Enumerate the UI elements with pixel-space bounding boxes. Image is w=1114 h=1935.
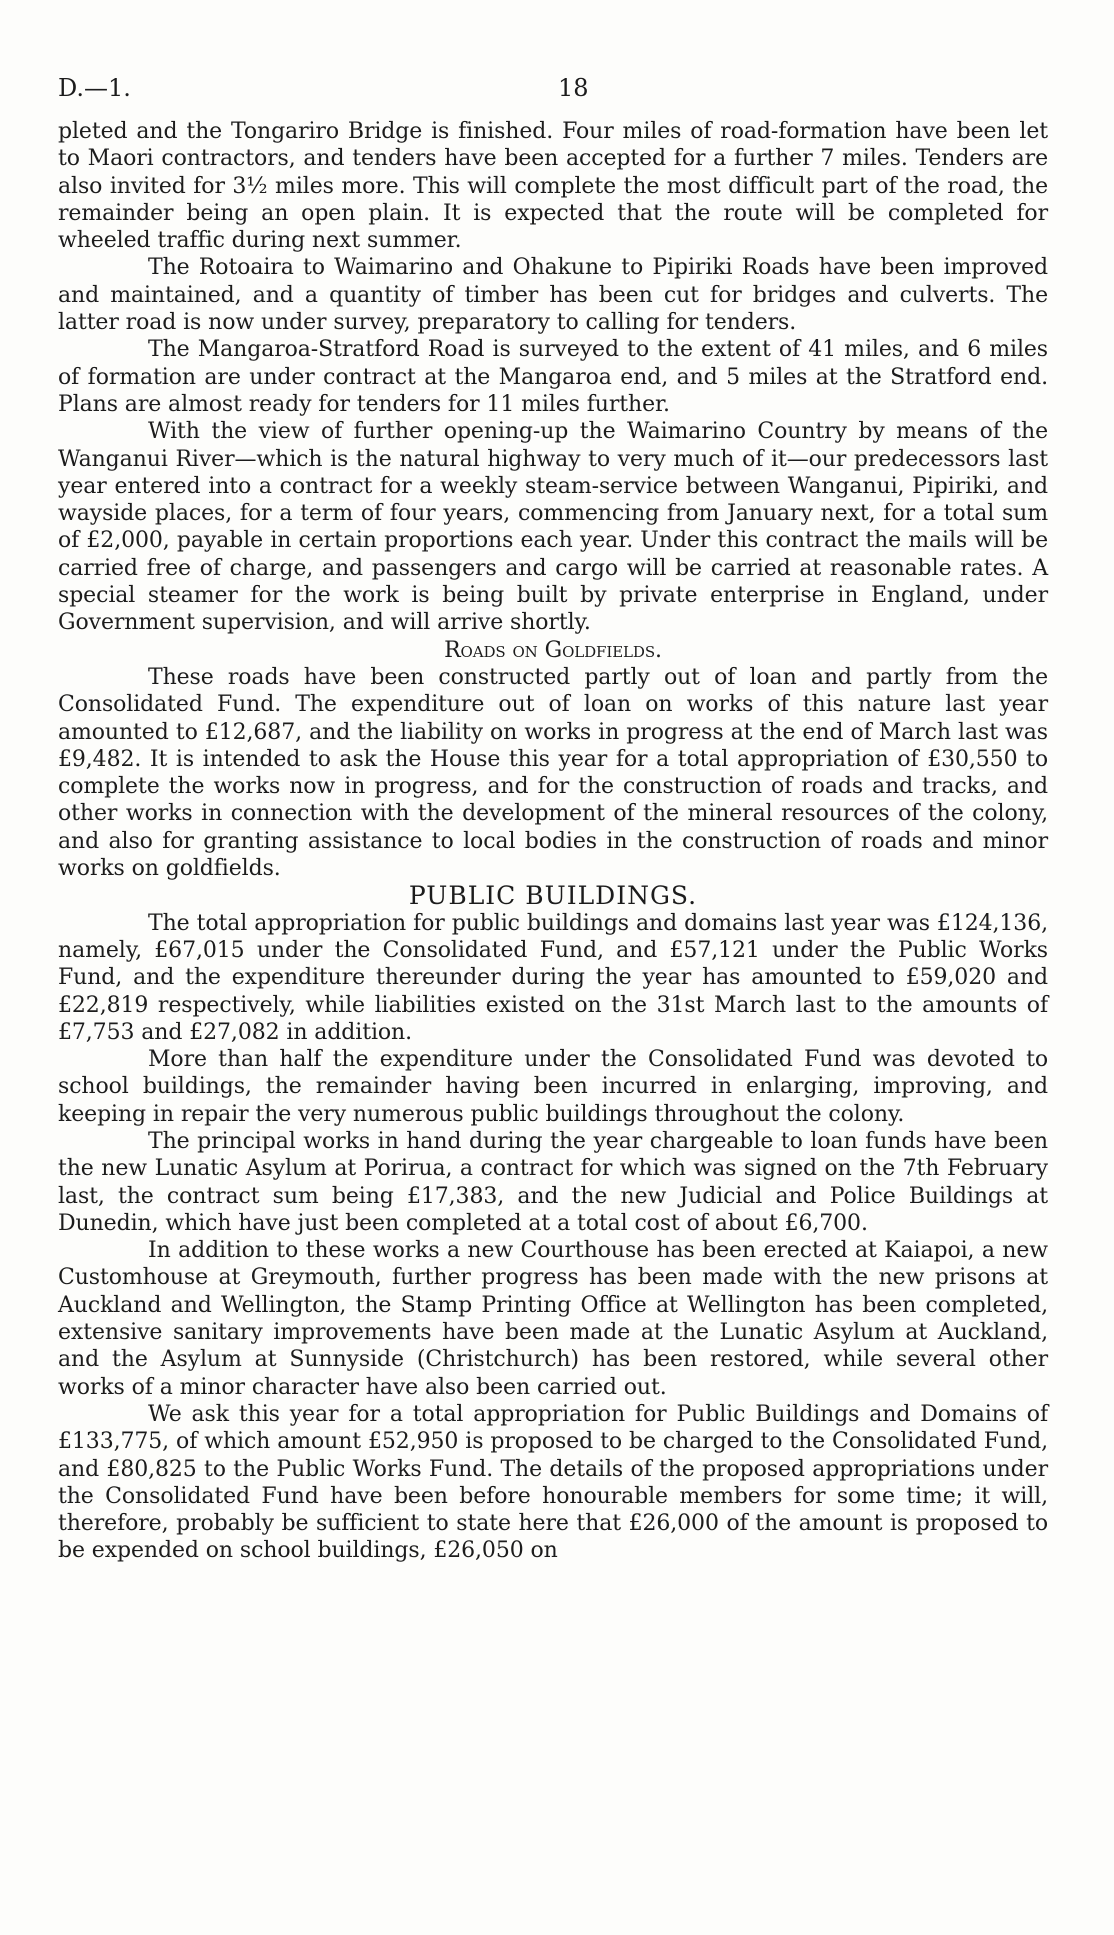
paragraph: More than half the expenditure under the Consolidated Fund was devoted to school buildings, the remainder having been incurred in enlarging, improving, and keeping in repair the very numerous public buildings throughout the colony. xyxy=(58,1047,1048,1127)
paragraph: These roads have been constructed partly out of loan and partly from the Consolidated Fund. The expenditure out of loan on works of this nature last year amounted to £12,687, and the liability on works in progress at the end of March last was £9,482. It is intended to ask the House this year for a total appropriation of £30,550 to complete the works now in progress, and for the construction of roads and tracks, and other works in connection with the development of the mineral resources of the colony, and also for granting assistance to local bodies in the construction of roads and minor works on goldfields. xyxy=(58,664,1048,882)
paragraph: The Mangaroa-Stratford Road is surveyed to the extent of 41 miles, and 6 miles of formation are under contract at the Mangaroa end, and 5 miles at the Stratford end. Plans are almost ready for tenders for 11 miles further. xyxy=(58,337,1048,417)
paragraph-continuation: pleted and the Tongariro Bridge is finished. Four miles of road-formation have been let to Maori contractors, and tenders have been accepted for a further 7 miles. Tenders are also invited for 3½ miles more. This will complete the most difficult part of the road, the remainder being an open plain. It is expected that the route will be completed for wheeled traffic during next summer. xyxy=(58,119,1048,254)
paragraph: In addition to these works a new Courthouse has been erected at Kaiapoi, a new Customhouse at Greymouth, further progress has been made with the new prisons at Auckland and Wellington, the Stamp Printing Office at Wellington has been completed, extensive sanitary improvements have been made at the Lunatic Asylum at Auckland, and the Asylum at Sunnyside (Christchurch) has been restored, while several other works of a minor character have also been carried out. xyxy=(58,1238,1048,1400)
paragraph: The Rotoaira to Waimarino and Ohakune to Pipiriki Roads have been improved and maintained, and a quantity of timber has been cut for bridges and culverts. The latter road is now under survey, preparatory to calling for tenders. xyxy=(58,255,1048,336)
page-header xyxy=(58,74,1048,104)
paragraph: The total appropriation for public buildings and domains last year was £124,136, namely, £67,015 under the Consolidated Fund, and £57,121 under the Public Works Fund, and the expenditure thereunder during the year has amounted to £59,020 and £22,819 respectively, while liabilities existed on the 31st March last to the amounts of £7,753 and £27,082 in addition. xyxy=(58,910,1048,1045)
page-number: 18 xyxy=(558,74,589,102)
paragraph: We ask this year for a total appropriation for Public Buildings and Domains of £133,775, of which amount £52,950 is proposed to be charged to the Consolidated Fund, and £80,825 to the Public Works Fund. The details of the proposed appropriations under the Consolidated Fund have been before honourable members for some time; it will, therefore, probably be sufficient to state here that £26,000 of the amount is proposed to be expended on school buildings, £26,050 on xyxy=(58,1401,1048,1564)
page-body xyxy=(58,118,1048,1565)
section-heading-public-buildings: PUBLIC BUILDINGS. xyxy=(408,881,698,911)
document-reference: D.—1. xyxy=(58,74,131,102)
paragraph: The principal works in hand during the year chargeable to loan funds have been the new Lunatic Asylum at Porirua, a contract for which was signed on the 7th February last, the contract sum being £17,383, and the new Judicial and Police Buildings at Dunedin, which have just been completed at a total cost of about £6,700. xyxy=(58,1128,1048,1236)
section-heading-goldfields: Roads on Goldfields. xyxy=(444,637,662,663)
paragraph: With the view of further opening-up the Waimarino Country by means of the Wanganui River—which is the natural highway to very much of it—our predecessors last year entered into a contract for a weekly steam-service between Wanganui, Pipiriki, and wayside places, for a term of four years, commencing from January next, for a total sum of £2,000, payable in certain proportions each year. Under this contract the mails will be carried free of charge, and passengers and cargo will be carried at reasonable rates. A special steamer for the work is being built by private enterprise in England, under Government supervision, and will arrive shortly. xyxy=(58,419,1048,636)
